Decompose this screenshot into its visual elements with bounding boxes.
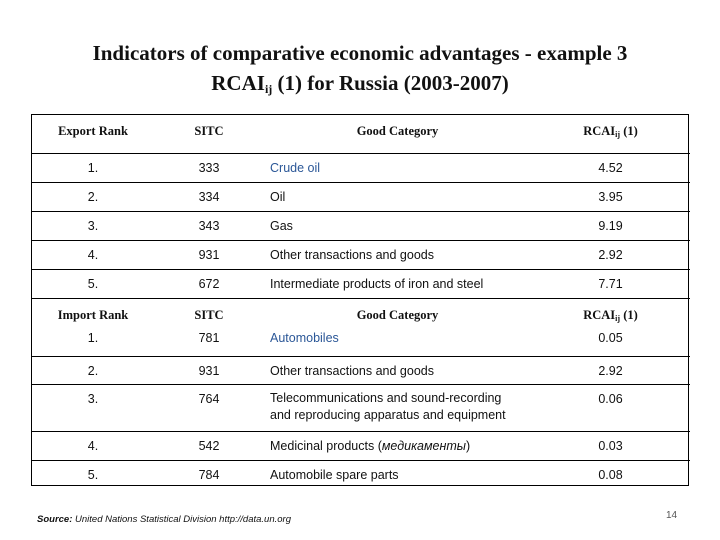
import-category: Medicinal products (медикаменты)	[270, 438, 471, 453]
table-row	[32, 431, 690, 460]
export-value: 2.92	[598, 247, 623, 262]
import-rank: 3.	[87, 391, 99, 406]
import-rank: 2.	[87, 363, 99, 378]
export-category: Oil	[270, 189, 286, 204]
table-row	[32, 211, 690, 240]
import-sitc-header: SITC	[194, 307, 224, 322]
title-rcai: RCAI	[211, 71, 265, 95]
title-rest: (1) for Russia (2003-2007)	[272, 71, 509, 95]
import-category-header: Good Category	[356, 307, 439, 322]
import-rcai-header: $RCAI_{ij}$ (1)	[583, 307, 638, 323]
export-value: 3.95	[598, 189, 623, 204]
export-sitc-header: SITC	[194, 124, 224, 138]
table-row	[32, 269, 690, 298]
import-category: Other transactions and goods	[270, 363, 434, 378]
import-sitc: 542	[198, 438, 220, 453]
export-sitc: 343	[198, 218, 220, 233]
page-number: 14	[666, 510, 678, 521]
export-sitc: 333	[198, 160, 220, 175]
source-label: Source:	[37, 514, 73, 525]
table-row	[32, 240, 690, 269]
export-rank: 4.	[87, 247, 99, 262]
import-rank: 4.	[87, 438, 99, 453]
russian-term: медикаменты	[381, 438, 466, 453]
title-line-2	[0, 68, 720, 98]
import-category: Automobile spare parts	[270, 467, 399, 482]
export-value: 7.71	[598, 276, 623, 291]
export-category: Other transactions and goods	[270, 247, 434, 262]
title-line-1: Indicators of comparative economic advantages - example 3	[92, 41, 628, 65]
table-row	[32, 182, 690, 211]
export-category-header: Good Category	[356, 124, 439, 138]
export-rank: 3.	[87, 218, 99, 233]
export-rcai-header: $RCAI_{ij}$ (1)	[583, 124, 638, 139]
import-value: 0.05	[598, 331, 623, 345]
import-sitc: 781	[198, 331, 220, 345]
export-category-link[interactable]: Crude oil	[270, 160, 321, 175]
table-row	[32, 356, 690, 384]
export-rank: 1.	[87, 160, 99, 175]
export-rank: 5.	[87, 276, 99, 291]
import-sitc: 764	[198, 391, 220, 406]
source-note	[37, 514, 291, 525]
import-value: 2.92	[598, 363, 623, 378]
import-sitc: 931	[198, 363, 220, 378]
title-rcai-subscript: ij	[264, 82, 273, 96]
export-sitc: 931	[198, 247, 220, 262]
export-value: 4.52	[598, 160, 623, 175]
export-rank-header: Export Rank	[58, 124, 128, 138]
import-rank: 5.	[87, 467, 99, 482]
export-sitc: 672	[198, 276, 220, 291]
table-row	[32, 384, 690, 431]
table-row	[32, 460, 690, 490]
import-value: 0.08	[598, 467, 623, 482]
import-value: 0.06	[598, 391, 623, 406]
slide-title	[0, 38, 720, 98]
export-category: Intermediate products of iron and steel	[270, 276, 484, 291]
rcai-table	[31, 114, 689, 486]
import-rank: 1.	[87, 331, 99, 345]
import-header-row	[32, 298, 690, 328]
export-value: 9.19	[598, 218, 623, 233]
import-sitc: 784	[198, 467, 220, 482]
import-value: 0.03	[598, 438, 623, 453]
export-rank: 2.	[87, 189, 99, 204]
import-category: Telecommunications and sound-recording and reproducing apparatus and equipment	[270, 390, 506, 422]
export-header-row	[32, 115, 690, 153]
export-category: Gas	[270, 218, 293, 233]
import-category-link[interactable]: Automobiles	[270, 331, 339, 345]
source-text: United Nations Statistical Division http://data.un.org	[72, 514, 291, 525]
table-row	[32, 153, 690, 182]
table-row	[32, 328, 690, 356]
import-rank-header: Import Rank	[57, 307, 129, 322]
export-sitc: 334	[198, 189, 220, 204]
